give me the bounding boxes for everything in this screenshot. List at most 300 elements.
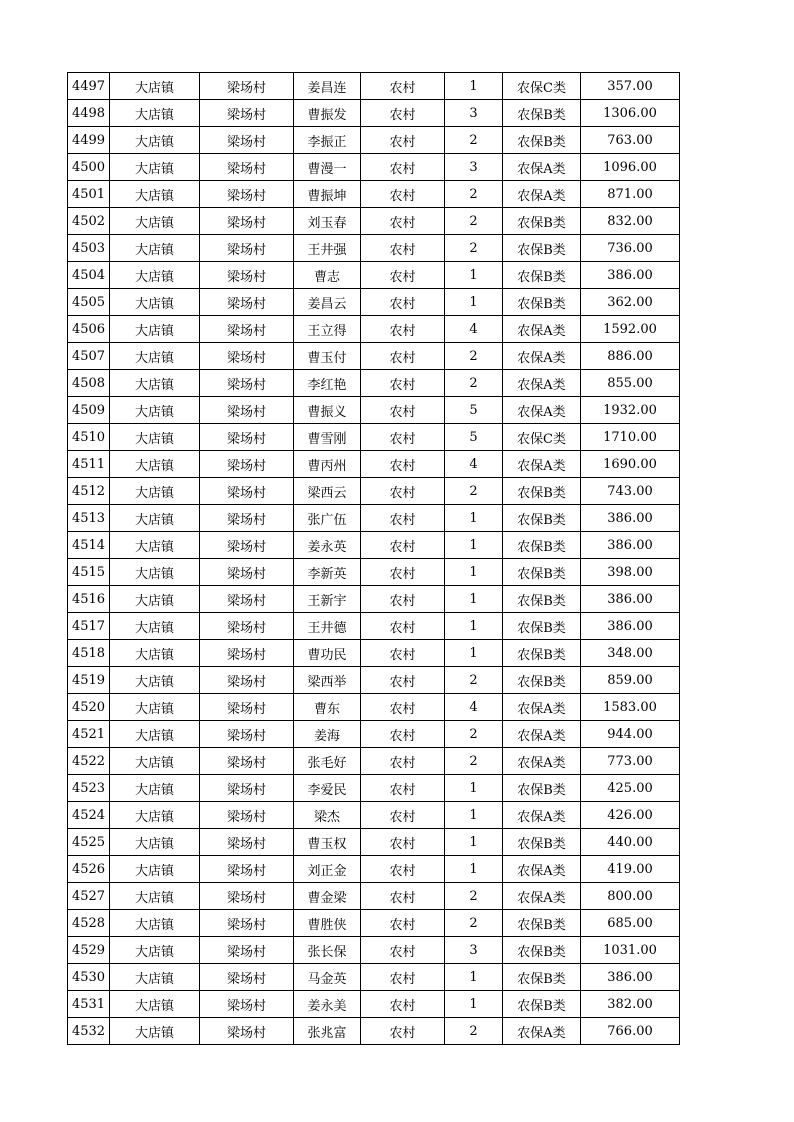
- serial-number-cell: 4502: [68, 208, 110, 235]
- household-type-cell: 农村: [361, 154, 445, 181]
- table-row: [68, 856, 680, 883]
- town-cell: 大店镇: [110, 829, 200, 856]
- serial-number-cell: 4515: [68, 559, 110, 586]
- amount-cell: 419.00: [581, 856, 680, 883]
- serial-number-cell: 4525: [68, 829, 110, 856]
- amount-cell: 1690.00: [581, 451, 680, 478]
- amount-cell: 743.00: [581, 478, 680, 505]
- roster-body: [68, 73, 680, 1045]
- table-row: [68, 181, 680, 208]
- household-type-cell: 农村: [361, 748, 445, 775]
- name-cell: 曹漫一: [294, 154, 361, 181]
- insurance-category-cell: 农保B类: [503, 532, 581, 559]
- table-row: [68, 424, 680, 451]
- member-count-cell: 4: [445, 316, 503, 343]
- member-count-cell: 1: [445, 262, 503, 289]
- household-type-cell: 农村: [361, 73, 445, 100]
- member-count-cell: 2: [445, 721, 503, 748]
- table-row: [68, 640, 680, 667]
- member-count-cell: 2: [445, 181, 503, 208]
- town-cell: 大店镇: [110, 640, 200, 667]
- name-cell: 梁西云: [294, 478, 361, 505]
- amount-cell: 871.00: [581, 181, 680, 208]
- serial-number-cell: 4528: [68, 910, 110, 937]
- table-row: [68, 100, 680, 127]
- serial-number-cell: 4499: [68, 127, 110, 154]
- name-cell: 马金英: [294, 964, 361, 991]
- village-cell: 梁场村: [200, 883, 294, 910]
- town-cell: 大店镇: [110, 181, 200, 208]
- amount-cell: 348.00: [581, 640, 680, 667]
- member-count-cell: 3: [445, 154, 503, 181]
- household-type-cell: 农村: [361, 370, 445, 397]
- insurance-category-cell: 农保B类: [503, 667, 581, 694]
- village-cell: 梁场村: [200, 316, 294, 343]
- table-row: [68, 397, 680, 424]
- member-count-cell: 2: [445, 343, 503, 370]
- name-cell: 张兆富: [294, 1018, 361, 1045]
- table-row: [68, 1018, 680, 1045]
- member-count-cell: 4: [445, 694, 503, 721]
- member-count-cell: 2: [445, 910, 503, 937]
- town-cell: 大店镇: [110, 208, 200, 235]
- amount-cell: 1710.00: [581, 424, 680, 451]
- household-type-cell: 农村: [361, 1018, 445, 1045]
- amount-cell: 426.00: [581, 802, 680, 829]
- insurance-category-cell: 农保A类: [503, 181, 581, 208]
- table-row: [68, 694, 680, 721]
- town-cell: 大店镇: [110, 316, 200, 343]
- member-count-cell: 1: [445, 289, 503, 316]
- village-cell: 梁场村: [200, 775, 294, 802]
- town-cell: 大店镇: [110, 613, 200, 640]
- amount-cell: 386.00: [581, 532, 680, 559]
- household-type-cell: 农村: [361, 532, 445, 559]
- table-row: [68, 235, 680, 262]
- insurance-category-cell: 农保C类: [503, 424, 581, 451]
- table-row: [68, 343, 680, 370]
- table-row: [68, 991, 680, 1018]
- insurance-category-cell: 农保A类: [503, 316, 581, 343]
- village-cell: 梁场村: [200, 424, 294, 451]
- insurance-category-cell: 农保A类: [503, 694, 581, 721]
- table-row: [68, 586, 680, 613]
- town-cell: 大店镇: [110, 127, 200, 154]
- amount-cell: 386.00: [581, 613, 680, 640]
- member-count-cell: 4: [445, 451, 503, 478]
- table-row: [68, 316, 680, 343]
- serial-number-cell: 4516: [68, 586, 110, 613]
- insurance-category-cell: 农保B类: [503, 991, 581, 1018]
- insurance-category-cell: 农保A类: [503, 748, 581, 775]
- amount-cell: 357.00: [581, 73, 680, 100]
- member-count-cell: 2: [445, 127, 503, 154]
- village-cell: 梁场村: [200, 100, 294, 127]
- household-type-cell: 农村: [361, 424, 445, 451]
- insurance-category-cell: 农保B类: [503, 505, 581, 532]
- name-cell: 曹振发: [294, 100, 361, 127]
- village-cell: 梁场村: [200, 343, 294, 370]
- amount-cell: 1932.00: [581, 397, 680, 424]
- table-row: [68, 667, 680, 694]
- village-cell: 梁场村: [200, 613, 294, 640]
- member-count-cell: 1: [445, 640, 503, 667]
- household-type-cell: 农村: [361, 127, 445, 154]
- name-cell: 王立得: [294, 316, 361, 343]
- insurance-category-cell: 农保A类: [503, 154, 581, 181]
- insurance-category-cell: 农保B类: [503, 478, 581, 505]
- amount-cell: 386.00: [581, 262, 680, 289]
- member-count-cell: 2: [445, 1018, 503, 1045]
- serial-number-cell: 4510: [68, 424, 110, 451]
- table-row: [68, 829, 680, 856]
- household-type-cell: 农村: [361, 991, 445, 1018]
- name-cell: 曹雪刚: [294, 424, 361, 451]
- village-cell: 梁场村: [200, 505, 294, 532]
- member-count-cell: 2: [445, 208, 503, 235]
- household-type-cell: 农村: [361, 937, 445, 964]
- town-cell: 大店镇: [110, 289, 200, 316]
- table-row: [68, 910, 680, 937]
- member-count-cell: 1: [445, 991, 503, 1018]
- town-cell: 大店镇: [110, 1018, 200, 1045]
- village-cell: 梁场村: [200, 532, 294, 559]
- serial-number-cell: 4518: [68, 640, 110, 667]
- serial-number-cell: 4526: [68, 856, 110, 883]
- village-cell: 梁场村: [200, 208, 294, 235]
- member-count-cell: 1: [445, 559, 503, 586]
- amount-cell: 800.00: [581, 883, 680, 910]
- name-cell: 曹金梁: [294, 883, 361, 910]
- member-count-cell: 1: [445, 829, 503, 856]
- amount-cell: 398.00: [581, 559, 680, 586]
- town-cell: 大店镇: [110, 775, 200, 802]
- name-cell: 曹玉付: [294, 343, 361, 370]
- table-row: [68, 937, 680, 964]
- amount-cell: 944.00: [581, 721, 680, 748]
- name-cell: 王井强: [294, 235, 361, 262]
- member-count-cell: 2: [445, 667, 503, 694]
- town-cell: 大店镇: [110, 721, 200, 748]
- household-type-cell: 农村: [361, 343, 445, 370]
- household-type-cell: 农村: [361, 829, 445, 856]
- amount-cell: 773.00: [581, 748, 680, 775]
- serial-number-cell: 4523: [68, 775, 110, 802]
- insurance-category-cell: 农保B类: [503, 586, 581, 613]
- household-type-cell: 农村: [361, 208, 445, 235]
- amount-cell: 763.00: [581, 127, 680, 154]
- village-cell: 梁场村: [200, 964, 294, 991]
- serial-number-cell: 4517: [68, 613, 110, 640]
- serial-number-cell: 4512: [68, 478, 110, 505]
- name-cell: 刘正金: [294, 856, 361, 883]
- serial-number-cell: 4514: [68, 532, 110, 559]
- name-cell: 曹东: [294, 694, 361, 721]
- serial-number-cell: 4503: [68, 235, 110, 262]
- amount-cell: 832.00: [581, 208, 680, 235]
- village-cell: 梁场村: [200, 1018, 294, 1045]
- town-cell: 大店镇: [110, 343, 200, 370]
- table-row: [68, 208, 680, 235]
- insurance-category-cell: 农保B类: [503, 640, 581, 667]
- insurance-category-cell: 农保B类: [503, 100, 581, 127]
- village-cell: 梁场村: [200, 667, 294, 694]
- village-cell: 梁场村: [200, 181, 294, 208]
- insurance-category-cell: 农保B类: [503, 235, 581, 262]
- town-cell: 大店镇: [110, 532, 200, 559]
- name-cell: 曹玉权: [294, 829, 361, 856]
- insurance-category-cell: 农保B类: [503, 613, 581, 640]
- village-cell: 梁场村: [200, 154, 294, 181]
- town-cell: 大店镇: [110, 910, 200, 937]
- village-cell: 梁场村: [200, 262, 294, 289]
- member-count-cell: 1: [445, 505, 503, 532]
- village-cell: 梁场村: [200, 748, 294, 775]
- town-cell: 大店镇: [110, 235, 200, 262]
- town-cell: 大店镇: [110, 397, 200, 424]
- table-row: [68, 964, 680, 991]
- household-type-cell: 农村: [361, 802, 445, 829]
- village-cell: 梁场村: [200, 937, 294, 964]
- amount-cell: 886.00: [581, 343, 680, 370]
- household-type-cell: 农村: [361, 964, 445, 991]
- town-cell: 大店镇: [110, 424, 200, 451]
- town-cell: 大店镇: [110, 100, 200, 127]
- amount-cell: 386.00: [581, 505, 680, 532]
- serial-number-cell: 4519: [68, 667, 110, 694]
- name-cell: 张长保: [294, 937, 361, 964]
- insurance-category-cell: 农保A类: [503, 370, 581, 397]
- name-cell: 梁杰: [294, 802, 361, 829]
- household-type-cell: 农村: [361, 721, 445, 748]
- table-row: [68, 883, 680, 910]
- serial-number-cell: 4529: [68, 937, 110, 964]
- member-count-cell: 1: [445, 73, 503, 100]
- table-row: [68, 775, 680, 802]
- member-count-cell: 1: [445, 532, 503, 559]
- amount-cell: 859.00: [581, 667, 680, 694]
- serial-number-cell: 4501: [68, 181, 110, 208]
- name-cell: 曹志: [294, 262, 361, 289]
- table-row: [68, 73, 680, 100]
- insurance-category-cell: 农保A类: [503, 856, 581, 883]
- household-type-cell: 农村: [361, 640, 445, 667]
- town-cell: 大店镇: [110, 856, 200, 883]
- village-cell: 梁场村: [200, 991, 294, 1018]
- household-type-cell: 农村: [361, 100, 445, 127]
- roster-table: [67, 72, 680, 1045]
- insurance-category-cell: 农保A类: [503, 721, 581, 748]
- town-cell: 大店镇: [110, 748, 200, 775]
- name-cell: 曹功民: [294, 640, 361, 667]
- village-cell: 梁场村: [200, 910, 294, 937]
- town-cell: 大店镇: [110, 478, 200, 505]
- household-type-cell: 农村: [361, 910, 445, 937]
- name-cell: 姜昌云: [294, 289, 361, 316]
- insurance-category-cell: 农保B类: [503, 910, 581, 937]
- name-cell: 王井德: [294, 613, 361, 640]
- household-type-cell: 农村: [361, 667, 445, 694]
- town-cell: 大店镇: [110, 370, 200, 397]
- table-row: [68, 154, 680, 181]
- name-cell: 李振正: [294, 127, 361, 154]
- serial-number-cell: 4509: [68, 397, 110, 424]
- name-cell: 姜海: [294, 721, 361, 748]
- household-type-cell: 农村: [361, 451, 445, 478]
- town-cell: 大店镇: [110, 937, 200, 964]
- amount-cell: 440.00: [581, 829, 680, 856]
- table-row: [68, 451, 680, 478]
- household-type-cell: 农村: [361, 775, 445, 802]
- amount-cell: 685.00: [581, 910, 680, 937]
- town-cell: 大店镇: [110, 262, 200, 289]
- serial-number-cell: 4513: [68, 505, 110, 532]
- name-cell: 李爱民: [294, 775, 361, 802]
- member-count-cell: 5: [445, 424, 503, 451]
- insurance-category-cell: 农保A类: [503, 343, 581, 370]
- name-cell: 梁西举: [294, 667, 361, 694]
- serial-number-cell: 4504: [68, 262, 110, 289]
- town-cell: 大店镇: [110, 73, 200, 100]
- member-count-cell: 2: [445, 370, 503, 397]
- serial-number-cell: 4505: [68, 289, 110, 316]
- village-cell: 梁场村: [200, 289, 294, 316]
- insurance-category-cell: 农保B类: [503, 262, 581, 289]
- table-row: [68, 127, 680, 154]
- amount-cell: 1306.00: [581, 100, 680, 127]
- town-cell: 大店镇: [110, 586, 200, 613]
- name-cell: 曹振义: [294, 397, 361, 424]
- village-cell: 梁场村: [200, 127, 294, 154]
- village-cell: 梁场村: [200, 73, 294, 100]
- household-type-cell: 农村: [361, 289, 445, 316]
- name-cell: 李新英: [294, 559, 361, 586]
- insurance-category-cell: 农保B类: [503, 559, 581, 586]
- village-cell: 梁场村: [200, 856, 294, 883]
- amount-cell: 1583.00: [581, 694, 680, 721]
- insurance-category-cell: 农保B类: [503, 127, 581, 154]
- table-row: [68, 478, 680, 505]
- town-cell: 大店镇: [110, 154, 200, 181]
- member-count-cell: 3: [445, 100, 503, 127]
- town-cell: 大店镇: [110, 667, 200, 694]
- member-count-cell: 1: [445, 856, 503, 883]
- household-type-cell: 农村: [361, 235, 445, 262]
- member-count-cell: 2: [445, 235, 503, 262]
- serial-number-cell: 4500: [68, 154, 110, 181]
- insurance-category-cell: 农保A类: [503, 451, 581, 478]
- household-type-cell: 农村: [361, 505, 445, 532]
- member-count-cell: 3: [445, 937, 503, 964]
- table-row: [68, 721, 680, 748]
- town-cell: 大店镇: [110, 694, 200, 721]
- amount-cell: 855.00: [581, 370, 680, 397]
- village-cell: 梁场村: [200, 802, 294, 829]
- household-type-cell: 农村: [361, 586, 445, 613]
- village-cell: 梁场村: [200, 451, 294, 478]
- insurance-category-cell: 农保B类: [503, 208, 581, 235]
- name-cell: 李红艳: [294, 370, 361, 397]
- household-type-cell: 农村: [361, 613, 445, 640]
- household-type-cell: 农村: [361, 478, 445, 505]
- amount-cell: 736.00: [581, 235, 680, 262]
- village-cell: 梁场村: [200, 721, 294, 748]
- insurance-category-cell: 农保B类: [503, 775, 581, 802]
- insurance-category-cell: 农保A类: [503, 397, 581, 424]
- insurance-category-cell: 农保B类: [503, 829, 581, 856]
- member-count-cell: 1: [445, 586, 503, 613]
- amount-cell: 766.00: [581, 1018, 680, 1045]
- village-cell: 梁场村: [200, 370, 294, 397]
- town-cell: 大店镇: [110, 802, 200, 829]
- amount-cell: 382.00: [581, 991, 680, 1018]
- name-cell: 张广伍: [294, 505, 361, 532]
- household-type-cell: 农村: [361, 181, 445, 208]
- amount-cell: 1592.00: [581, 316, 680, 343]
- serial-number-cell: 4498: [68, 100, 110, 127]
- household-type-cell: 农村: [361, 883, 445, 910]
- table-row: [68, 289, 680, 316]
- town-cell: 大店镇: [110, 451, 200, 478]
- serial-number-cell: 4508: [68, 370, 110, 397]
- table-row: [68, 262, 680, 289]
- amount-cell: 386.00: [581, 586, 680, 613]
- serial-number-cell: 4524: [68, 802, 110, 829]
- village-cell: 梁场村: [200, 640, 294, 667]
- name-cell: 张毛好: [294, 748, 361, 775]
- amount-cell: 425.00: [581, 775, 680, 802]
- name-cell: 曹胜侠: [294, 910, 361, 937]
- household-type-cell: 农村: [361, 397, 445, 424]
- member-count-cell: 5: [445, 397, 503, 424]
- name-cell: 曹振坤: [294, 181, 361, 208]
- town-cell: 大店镇: [110, 991, 200, 1018]
- town-cell: 大店镇: [110, 964, 200, 991]
- member-count-cell: 1: [445, 802, 503, 829]
- table-row: [68, 613, 680, 640]
- serial-number-cell: 4507: [68, 343, 110, 370]
- member-count-cell: 1: [445, 964, 503, 991]
- serial-number-cell: 4530: [68, 964, 110, 991]
- village-cell: 梁场村: [200, 397, 294, 424]
- household-type-cell: 农村: [361, 559, 445, 586]
- table-row: [68, 559, 680, 586]
- insurance-category-cell: 农保A类: [503, 1018, 581, 1045]
- serial-number-cell: 4532: [68, 1018, 110, 1045]
- name-cell: 刘玉春: [294, 208, 361, 235]
- town-cell: 大店镇: [110, 505, 200, 532]
- name-cell: 姜昌连: [294, 73, 361, 100]
- table-row: [68, 370, 680, 397]
- serial-number-cell: 4521: [68, 721, 110, 748]
- name-cell: 姜永英: [294, 532, 361, 559]
- serial-number-cell: 4497: [68, 73, 110, 100]
- insurance-category-cell: 农保B类: [503, 964, 581, 991]
- serial-number-cell: 4531: [68, 991, 110, 1018]
- member-count-cell: 1: [445, 613, 503, 640]
- village-cell: 梁场村: [200, 559, 294, 586]
- name-cell: 王新宇: [294, 586, 361, 613]
- household-type-cell: 农村: [361, 316, 445, 343]
- household-type-cell: 农村: [361, 694, 445, 721]
- insurance-category-cell: 农保B类: [503, 289, 581, 316]
- village-cell: 梁场村: [200, 478, 294, 505]
- town-cell: 大店镇: [110, 883, 200, 910]
- insurance-category-cell: 农保A类: [503, 802, 581, 829]
- member-count-cell: 2: [445, 478, 503, 505]
- village-cell: 梁场村: [200, 235, 294, 262]
- member-count-cell: 1: [445, 775, 503, 802]
